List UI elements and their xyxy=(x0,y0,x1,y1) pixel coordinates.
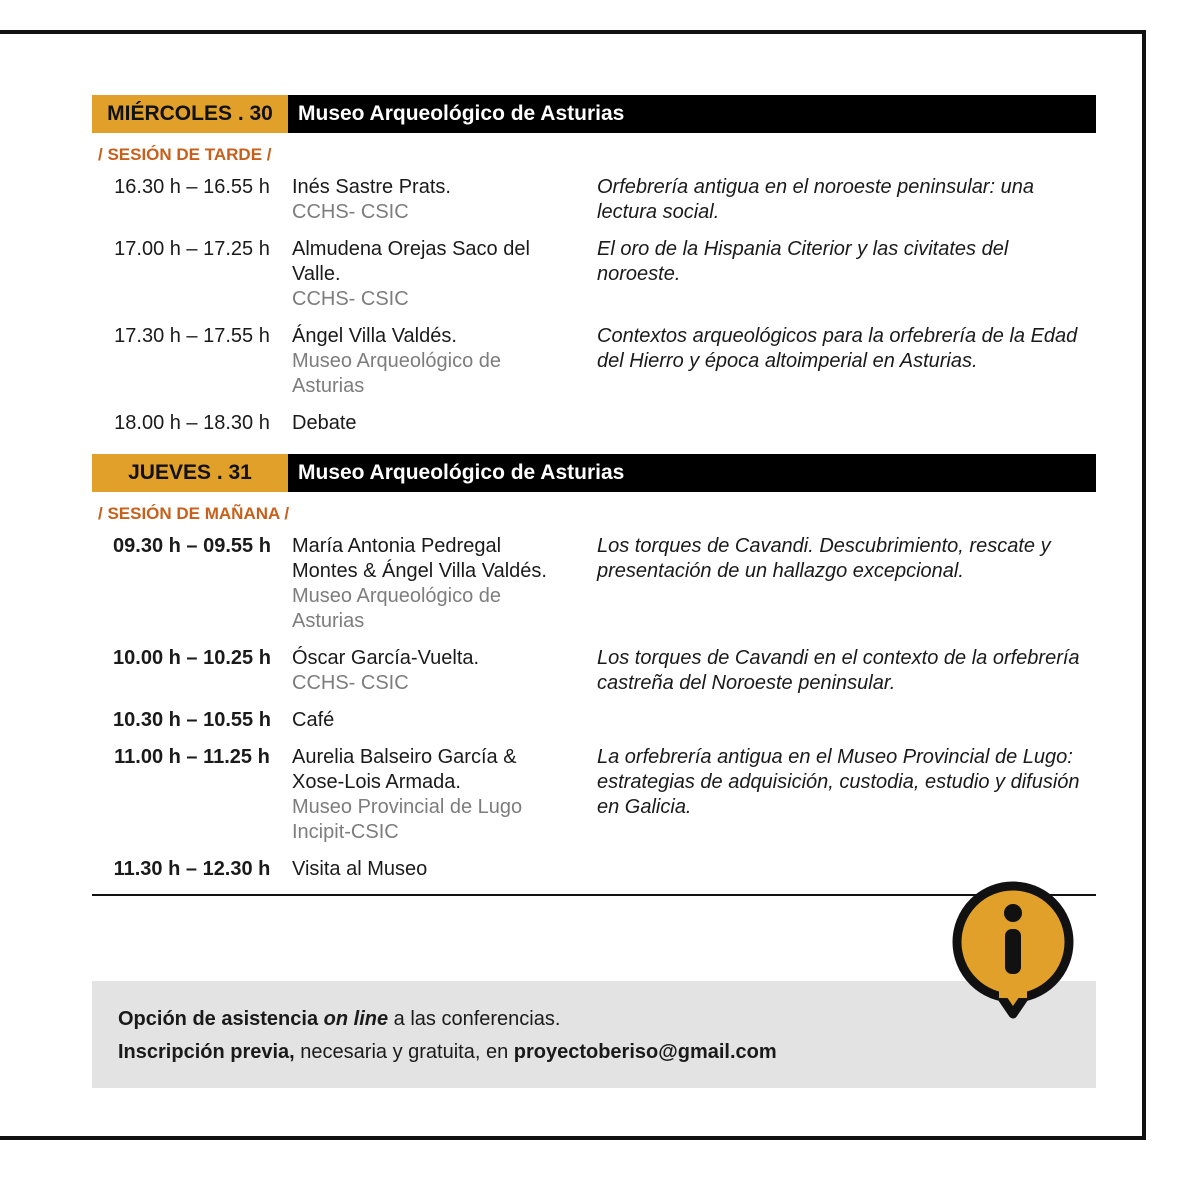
info-text: a las conferencias. xyxy=(388,1008,561,1030)
info-icon xyxy=(950,880,1076,1020)
speaker xyxy=(292,857,597,882)
info-box xyxy=(92,981,1096,1088)
speaker xyxy=(292,324,597,399)
affiliation: CCHS- CSIC xyxy=(292,288,409,310)
talk-title: Los torques de Cavandi en el contexto de la orfebrería castreña del Noroeste peninsular. xyxy=(597,647,1080,694)
talk-title xyxy=(597,708,1096,733)
affiliation: Museo Provincial de Lugo Incipit-CSIC xyxy=(292,796,523,843)
speaker-name: Inés Sastre Prats. xyxy=(292,176,451,198)
speaker xyxy=(292,534,552,634)
schedule-row xyxy=(92,411,1096,436)
talk-title: El oro de la Hispania Citerior y las civitates del noroeste. xyxy=(597,238,1009,285)
talk-title xyxy=(597,857,1096,882)
schedule-row xyxy=(92,237,1096,312)
day-label: MIÉRCOLES . 30 xyxy=(92,95,288,133)
speaker-name: Debate xyxy=(292,412,357,434)
schedule-row xyxy=(92,175,1096,225)
info-bold: Inscripción previa, xyxy=(118,1041,295,1063)
schedule-row xyxy=(92,646,1096,696)
day-header xyxy=(92,454,1096,492)
day-header xyxy=(92,95,1096,133)
time: 10.00 h – 10.25 h xyxy=(113,647,271,669)
speaker-name: Aurelia Balseiro García & Xose-Lois Armada. xyxy=(292,746,517,793)
schedule-row xyxy=(92,534,1096,634)
talk-title: Orfebrería antigua en el noroeste peninsular: una lectura social. xyxy=(597,176,1034,223)
affiliation: Museo Arqueológico de Asturias xyxy=(292,350,502,397)
speaker xyxy=(292,175,597,225)
schedule-row xyxy=(92,857,1096,882)
info-line-1 xyxy=(118,1003,1070,1036)
session-title: / SESIÓN DE TARDE / xyxy=(98,145,272,164)
session-title: / SESIÓN DE MAÑANA / xyxy=(98,504,290,523)
affiliation: CCHS- CSIC xyxy=(292,672,409,694)
time: 16.30 h – 16.55 h xyxy=(114,176,270,198)
talk-title: Los torques de Cavandi. Descubrimiento, rescate y presentación de un hallazgo excepcional. xyxy=(597,535,1051,582)
schedule-row xyxy=(92,745,1096,845)
affiliation: Museo Arqueológico de Asturias xyxy=(292,585,502,632)
time: 11.00 h – 11.25 h xyxy=(114,746,270,768)
divider xyxy=(92,894,1096,896)
affiliation: CCHS- CSIC xyxy=(292,201,409,223)
info-bold: Opción de asistencia xyxy=(118,1008,319,1030)
time: 09.30 h – 09.55 h xyxy=(113,535,271,557)
day-label: JUEVES . 31 xyxy=(92,454,288,492)
time: 10.30 h – 10.55 h xyxy=(113,709,271,731)
talk-title: La orfebrería antigua en el Museo Provincial de Lugo: estrategias de adquisición, custodia, estudio y difusión en Galicia. xyxy=(597,746,1080,818)
speaker-name: Café xyxy=(292,709,335,731)
info-italic: on line xyxy=(323,1008,389,1030)
speaker xyxy=(292,237,582,312)
speaker-name: Visita al Museo xyxy=(292,858,428,880)
speaker xyxy=(292,708,597,733)
speaker xyxy=(292,411,597,436)
speaker-name: María Antonia Pedregal Montes & Ángel Villa Valdés. xyxy=(292,535,547,582)
program-content xyxy=(92,95,1096,896)
speaker-name: Ángel Villa Valdés. xyxy=(292,325,457,347)
time: 11.30 h – 12.30 h xyxy=(113,858,271,880)
speaker-name: Almudena Orejas Saco del Valle. xyxy=(292,238,530,285)
speaker xyxy=(292,646,597,696)
time: 17.30 h – 17.55 h xyxy=(114,325,270,347)
schedule-row xyxy=(92,324,1096,399)
info-line-2 xyxy=(118,1036,1070,1069)
email-link[interactable]: proyectoberiso@gmail.com xyxy=(513,1041,777,1063)
venue-label: Museo Arqueológico de Asturias xyxy=(288,95,1096,133)
time: 17.00 h – 17.25 h xyxy=(114,238,270,260)
talk-title: Contextos arqueológicos para la orfebrería de la Edad del Hierro y época altoimperial en Asturias. xyxy=(597,325,1078,372)
venue-label: Museo Arqueológico de Asturias xyxy=(288,454,1096,492)
time: 18.00 h – 18.30 h xyxy=(114,412,270,434)
speaker-name: Óscar García-Vuelta. xyxy=(292,647,480,669)
speaker xyxy=(292,745,562,845)
schedule-row xyxy=(92,708,1096,733)
talk-title xyxy=(597,411,1096,436)
info-text: necesaria y gratuita, en xyxy=(294,1041,514,1063)
